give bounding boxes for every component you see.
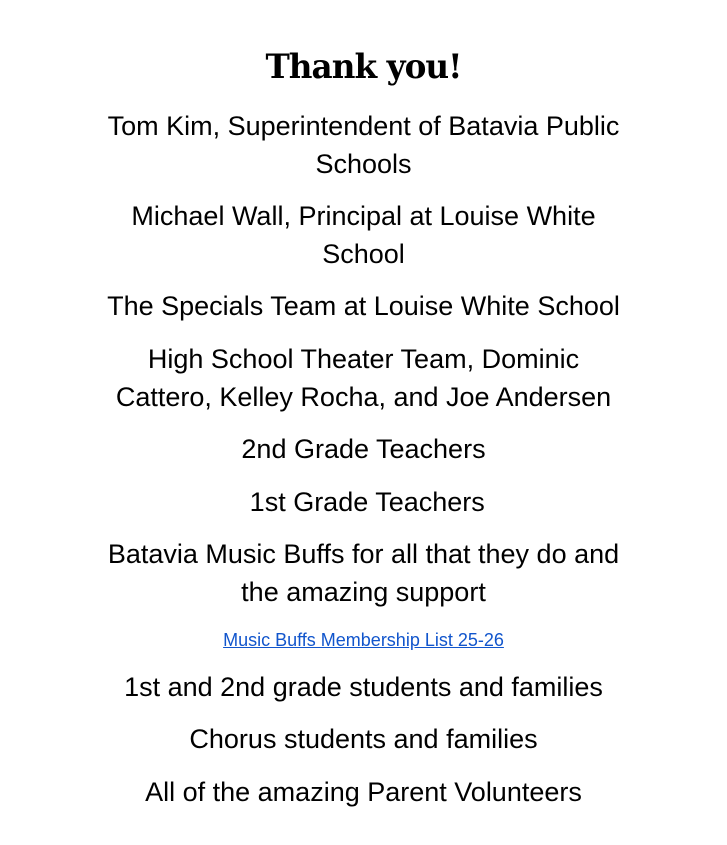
membership-list-link[interactable]: Music Buffs Membership List 25-26	[223, 630, 504, 650]
thanks-item-superintendent-line-1: Tom Kim, Superintendent of Batavia Public	[107, 111, 620, 141]
thanks-item-2nd-grade-teachers: 2nd Grade Teachers	[241, 434, 486, 464]
thanks-item-principal-line-1: Michael Wall, Principal at Louise White	[131, 201, 596, 231]
thanks-item-music-buffs-line-2: the amazing support	[241, 577, 486, 607]
thanks-item-music-buffs-line-1: Batavia Music Buffs for all that they do and	[107, 539, 620, 569]
thanks-item-1st-grade-teachers: 1st Grade Teachers	[242, 487, 485, 517]
thanks-item-chorus: Chorus students and families	[189, 724, 538, 754]
thanks-item-students-families: 1st and 2nd grade students and families	[124, 672, 603, 702]
thanks-item-theater-team-line-2: Cattero, Kelley Rocha, and Joe Andersen	[115, 382, 612, 412]
membership-list-link-wrapper	[0, 628, 727, 652]
thanks-item-specials-team: The Specials Team at Louise White School	[107, 291, 620, 321]
thanks-item-theater-team-line-1: High School Theater Team, Dominic	[147, 344, 580, 374]
page-title: Thank you!	[265, 47, 462, 87]
thanks-item-parent-volunteers: All of the amazing Parent Volunteers	[145, 777, 582, 807]
thanks-item-principal-line-2: School	[322, 239, 405, 269]
thanks-item-superintendent-line-2: Schools	[315, 149, 412, 179]
